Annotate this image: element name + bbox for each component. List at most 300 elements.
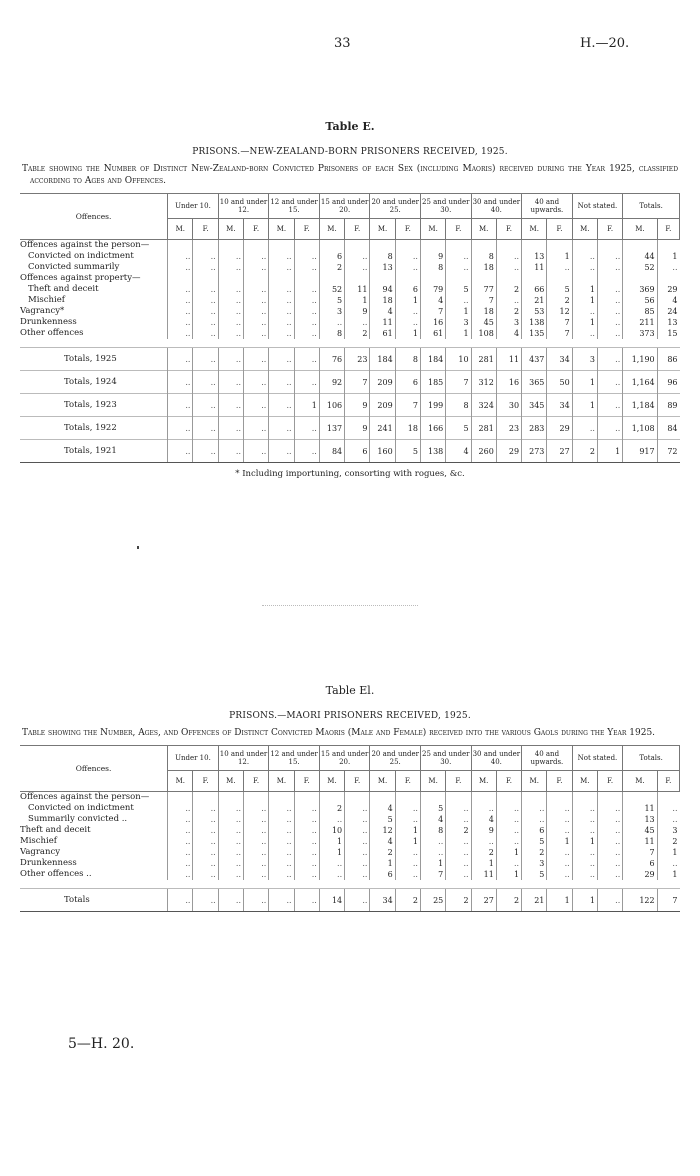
table-cell <box>244 273 269 284</box>
table-cell: 209 <box>370 394 395 417</box>
table-cell: .. <box>319 317 344 328</box>
row-label: Convicted on indictment <box>28 803 134 813</box>
table-cell: 1,190 <box>623 348 657 371</box>
table-cell: 29 <box>623 869 657 880</box>
table-cell: .. <box>496 814 521 825</box>
table-cell: .. <box>244 825 269 836</box>
table-cell: .. <box>597 869 622 880</box>
table-cell: .. <box>244 889 269 912</box>
table-cell: .. <box>168 847 193 858</box>
table-cell: 11 <box>623 836 657 847</box>
table-cell: .. <box>269 306 294 317</box>
table-cell: .. <box>597 847 622 858</box>
table-cell: 7 <box>471 295 496 306</box>
table-cell: .. <box>446 262 471 273</box>
table-cell: .. <box>345 251 370 262</box>
table-cell: 1 <box>572 836 597 847</box>
table-cell: 16 <box>496 371 521 394</box>
table-cell: .. <box>395 858 420 869</box>
table-cell: .. <box>218 440 243 463</box>
table-cell: .. <box>218 847 243 858</box>
male-column-header: M. <box>572 219 597 240</box>
male-column-header: M. <box>168 771 193 792</box>
table-cell: .. <box>269 825 294 836</box>
table-cell: .. <box>244 847 269 858</box>
table-cell: 11 <box>496 348 521 371</box>
table-cell: .. <box>244 869 269 880</box>
age-group-header: 25 and under 30. <box>420 746 471 771</box>
table-cell: 1 <box>420 858 445 869</box>
table-cell: 108 <box>471 328 496 339</box>
male-column-header: M. <box>623 771 657 792</box>
table-cell: 7 <box>420 306 445 317</box>
table-cell: 21 <box>522 295 547 306</box>
table-cell: .. <box>168 803 193 814</box>
table-cell: .. <box>294 836 319 847</box>
table-cell: .. <box>193 825 218 836</box>
table-cell <box>168 240 193 252</box>
table-cell: 1 <box>319 836 344 847</box>
table-cell <box>193 240 218 252</box>
table-cell: .. <box>168 417 193 440</box>
table-cell: 45 <box>471 317 496 328</box>
table-cell <box>471 273 496 284</box>
age-group-header: 25 and under 30. <box>420 194 471 219</box>
row-label: Mischief <box>28 295 65 305</box>
age-group-header: 40 and upwards. <box>522 194 573 219</box>
table-cell: .. <box>218 262 243 273</box>
row-label: Other offences <box>20 328 84 338</box>
stray-mark <box>137 546 139 549</box>
female-column-header: F. <box>597 771 622 792</box>
document-reference: H.—20. <box>580 36 630 51</box>
table-cell <box>218 792 243 804</box>
table-cell: .. <box>319 858 344 869</box>
table-cell: .. <box>572 814 597 825</box>
table-cell: 6 <box>319 251 344 262</box>
table-cell: .. <box>193 262 218 273</box>
table-cell: .. <box>294 858 319 869</box>
table-cell: .. <box>572 328 597 339</box>
table-cell: 2 <box>319 803 344 814</box>
table-cell: 18 <box>471 306 496 317</box>
table-cell: .. <box>218 306 243 317</box>
table-cell: .. <box>294 251 319 262</box>
table-row <box>20 306 680 317</box>
offences-header: Offences. <box>20 746 168 792</box>
table-cell: 85 <box>623 306 657 317</box>
female-column-header: F. <box>193 219 218 240</box>
table-cell <box>319 240 344 252</box>
table-cell <box>420 792 445 804</box>
table-cell <box>269 273 294 284</box>
table-cell: 137 <box>319 417 344 440</box>
table-cell: .. <box>269 284 294 295</box>
table-cell: 53 <box>522 306 547 317</box>
table-cell: .. <box>446 858 471 869</box>
table-cell: 9 <box>345 417 370 440</box>
age-group-header: 15 and under 20. <box>319 746 370 771</box>
row-label: Summarily convicted .. <box>28 814 128 824</box>
table-cell <box>597 792 622 804</box>
table-cell: 18 <box>370 295 395 306</box>
table-cell: 2 <box>496 284 521 295</box>
table-cell: .. <box>168 394 193 417</box>
row-label: Totals, 1921 <box>20 440 168 463</box>
female-column-header: F. <box>345 771 370 792</box>
female-column-header: F. <box>597 219 622 240</box>
table-cell: .. <box>597 328 622 339</box>
table-cell: .. <box>345 825 370 836</box>
table-cell: .. <box>218 889 243 912</box>
table-cell: .. <box>218 371 243 394</box>
table-cell: 94 <box>370 284 395 295</box>
table-row <box>20 792 680 804</box>
table-cell: 3 <box>572 348 597 371</box>
table-cell: .. <box>345 836 370 847</box>
table-cell: .. <box>597 295 622 306</box>
table-cell: .. <box>294 869 319 880</box>
table-cell: .. <box>168 295 193 306</box>
table-cell: .. <box>547 858 572 869</box>
table-cell: 23 <box>345 348 370 371</box>
male-column-header: M. <box>623 219 657 240</box>
table-cell: .. <box>168 440 193 463</box>
table-row <box>20 348 680 371</box>
table-e1 <box>20 745 680 912</box>
table-cell <box>446 240 471 252</box>
table-cell: 209 <box>370 371 395 394</box>
table-cell: 56 <box>623 295 657 306</box>
table-cell: 2 <box>572 440 597 463</box>
table-cell: 1 <box>572 317 597 328</box>
table-cell: .. <box>193 417 218 440</box>
male-column-header: M. <box>218 771 243 792</box>
table-cell <box>218 240 243 252</box>
table-cell <box>395 273 420 284</box>
table-cell: .. <box>597 251 622 262</box>
table-cell: .. <box>244 262 269 273</box>
table-cell: .. <box>395 262 420 273</box>
table-cell <box>446 273 471 284</box>
table-row <box>20 262 680 273</box>
table-cell: 160 <box>370 440 395 463</box>
table-row <box>20 836 680 847</box>
table-e-title: Table E. <box>325 120 375 133</box>
page-header <box>0 36 700 56</box>
table-cell: 18 <box>395 417 420 440</box>
table-cell: 3 <box>496 317 521 328</box>
table-cell: .. <box>496 295 521 306</box>
table-cell: 281 <box>471 417 496 440</box>
table-cell: .. <box>496 836 521 847</box>
table-cell: 14 <box>319 889 344 912</box>
table-cell: .. <box>269 317 294 328</box>
table-cell: 77 <box>471 284 496 295</box>
table-cell: .. <box>193 284 218 295</box>
table-e-subtitle: PRISONS.—NEW-ZEALAND-BORN PRISONERS RECEIVED, 1925. <box>192 147 508 157</box>
age-group-header: 30 and under 40. <box>471 194 522 219</box>
table-cell: 1 <box>395 295 420 306</box>
table-cell <box>269 240 294 252</box>
table-cell <box>522 240 547 252</box>
table-cell: 1,108 <box>623 417 657 440</box>
table-cell: 11 <box>370 317 395 328</box>
table-row <box>20 328 680 339</box>
table-cell: 50 <box>547 371 572 394</box>
table-cell: 29 <box>547 417 572 440</box>
table-cell: .. <box>319 814 344 825</box>
table-cell: 283 <box>522 417 547 440</box>
table-cell <box>597 273 622 284</box>
table-cell: 138 <box>522 317 547 328</box>
male-column-header: M. <box>168 219 193 240</box>
table-cell: .. <box>496 825 521 836</box>
table-cell: .. <box>294 803 319 814</box>
table-cell <box>168 273 193 284</box>
table-cell: .. <box>294 284 319 295</box>
table-cell: .. <box>446 295 471 306</box>
table-cell: 7 <box>395 394 420 417</box>
table-cell: .. <box>193 889 218 912</box>
table-cell: .. <box>244 348 269 371</box>
table-cell: 84 <box>657 417 679 440</box>
table-cell <box>623 792 657 804</box>
table-cell: 7 <box>547 317 572 328</box>
table-cell: .. <box>319 869 344 880</box>
table-cell: 8 <box>446 394 471 417</box>
table-cell: 72 <box>657 440 679 463</box>
table-cell: .. <box>269 348 294 371</box>
table-cell: .. <box>597 348 622 371</box>
table-cell: 11 <box>623 803 657 814</box>
table-cell: .. <box>420 836 445 847</box>
table-cell: .. <box>244 317 269 328</box>
table-cell: .. <box>218 328 243 339</box>
female-column-header: F. <box>193 771 218 792</box>
table-cell: .. <box>395 814 420 825</box>
table-cell: .. <box>446 803 471 814</box>
table-cell: .. <box>244 440 269 463</box>
table-cell: .. <box>193 803 218 814</box>
row-label: Drunkenness <box>20 317 77 327</box>
row-label: Offences against property— <box>20 273 141 283</box>
table-cell: .. <box>244 814 269 825</box>
table-cell: .. <box>446 836 471 847</box>
table-cell: .. <box>597 836 622 847</box>
table-cell: 44 <box>623 251 657 262</box>
table-cell <box>471 240 496 252</box>
table-cell: 5 <box>395 440 420 463</box>
table-cell: 138 <box>420 440 445 463</box>
table-cell: 89 <box>657 394 679 417</box>
table-cell <box>294 792 319 804</box>
table-cell: .. <box>345 814 370 825</box>
row-label: Totals, 1923 <box>20 394 168 417</box>
table-cell: .. <box>572 803 597 814</box>
table-cell <box>294 273 319 284</box>
table-cell: 211 <box>623 317 657 328</box>
table-cell: 273 <box>522 440 547 463</box>
row-label: Convicted summarily <box>28 262 120 272</box>
table-cell: .. <box>168 858 193 869</box>
table-cell: .. <box>244 836 269 847</box>
table-cell: 1 <box>572 284 597 295</box>
table-cell: 7 <box>547 328 572 339</box>
table-cell: .. <box>395 317 420 328</box>
table-cell: 5 <box>446 417 471 440</box>
table-cell: .. <box>420 847 445 858</box>
table-cell: 1 <box>547 251 572 262</box>
table-cell: 6 <box>370 869 395 880</box>
table-cell: 2 <box>471 847 496 858</box>
table-cell: .. <box>471 803 496 814</box>
table-cell: .. <box>345 262 370 273</box>
table-cell: .. <box>496 251 521 262</box>
table-e1-caption: Table showing the Number, Ages, and Offences of Distinct Convicted Maoris (Male and Female) received into the various Gaols during the Year 1925. <box>22 728 656 738</box>
table-cell: .. <box>193 251 218 262</box>
table-cell: 1 <box>572 394 597 417</box>
table-cell <box>572 792 597 804</box>
table-cell: 9 <box>420 251 445 262</box>
table-cell: 34 <box>547 394 572 417</box>
table-row <box>20 440 680 463</box>
table-cell: 1 <box>319 847 344 858</box>
table-cell: .. <box>244 417 269 440</box>
table-cell: .. <box>395 803 420 814</box>
table-cell: 8 <box>420 825 445 836</box>
table-cell: 7 <box>345 371 370 394</box>
table-cell: .. <box>597 284 622 295</box>
table-cell: .. <box>168 284 193 295</box>
offences-header: Offences. <box>20 194 168 240</box>
table-cell: 1 <box>446 306 471 317</box>
table-cell <box>370 792 395 804</box>
age-group-header: Totals. <box>623 746 680 771</box>
row-label: Totals, 1925 <box>20 348 168 371</box>
table-cell: .. <box>572 306 597 317</box>
table-cell: 16 <box>420 317 445 328</box>
table-cell: .. <box>218 858 243 869</box>
table-cell: 5 <box>370 814 395 825</box>
table-cell: .. <box>395 869 420 880</box>
table-cell: .. <box>218 814 243 825</box>
table-cell: 4 <box>420 814 445 825</box>
table-cell: 373 <box>623 328 657 339</box>
row-label: Drunkenness <box>20 858 77 868</box>
table-cell: .. <box>269 262 294 273</box>
table-cell: .. <box>522 814 547 825</box>
table-cell: 24 <box>657 306 679 317</box>
table-cell: 2 <box>547 295 572 306</box>
table-cell: .. <box>269 251 294 262</box>
table-cell <box>547 240 572 252</box>
table-cell: .. <box>244 295 269 306</box>
table-cell: .. <box>218 394 243 417</box>
table-cell: 1,164 <box>623 371 657 394</box>
table-cell: .. <box>496 803 521 814</box>
table-cell: 7 <box>623 847 657 858</box>
table-cell <box>193 792 218 804</box>
table-cell: .. <box>657 803 679 814</box>
table-cell: .. <box>269 394 294 417</box>
table-row <box>20 803 680 814</box>
table-cell: .. <box>218 803 243 814</box>
table-cell: .. <box>168 889 193 912</box>
table-cell <box>623 273 657 284</box>
table-cell <box>218 273 243 284</box>
table-row <box>20 240 680 252</box>
table-cell: 79 <box>420 284 445 295</box>
table-cell: .. <box>218 417 243 440</box>
table-row <box>20 394 680 417</box>
table-cell: .. <box>168 328 193 339</box>
female-column-header: F. <box>446 219 471 240</box>
male-column-header: M. <box>522 771 547 792</box>
table-cell: .. <box>395 847 420 858</box>
table-cell: .. <box>446 869 471 880</box>
table-cell: .. <box>294 814 319 825</box>
table-cell <box>370 240 395 252</box>
table-cell: 86 <box>657 348 679 371</box>
table-cell <box>547 792 572 804</box>
table-cell: .. <box>168 262 193 273</box>
table-cell: 8 <box>319 328 344 339</box>
table-cell: 6 <box>345 440 370 463</box>
table-cell: 345 <box>522 394 547 417</box>
table-cell <box>269 792 294 804</box>
row-label: Convicted on indictment <box>28 251 134 261</box>
table-cell: 1 <box>446 328 471 339</box>
table-cell: .. <box>657 814 679 825</box>
male-column-header: M. <box>471 219 496 240</box>
table-cell <box>572 273 597 284</box>
table-cell: .. <box>597 803 622 814</box>
table-cell: .. <box>244 371 269 394</box>
table-cell: 11 <box>345 284 370 295</box>
female-column-header: F. <box>294 219 319 240</box>
table-cell: .. <box>218 284 243 295</box>
table-cell: .. <box>244 328 269 339</box>
row-label: Theft and deceit <box>28 284 99 294</box>
table-cell: .. <box>547 262 572 273</box>
table-cell: .. <box>168 869 193 880</box>
table-cell: .. <box>572 825 597 836</box>
table-cell <box>395 240 420 252</box>
table-cell: .. <box>294 889 319 912</box>
table-cell: 1 <box>657 847 679 858</box>
table-cell: 4 <box>370 306 395 317</box>
table-cell: .. <box>244 251 269 262</box>
male-column-header: M. <box>370 771 395 792</box>
table-cell: 281 <box>471 348 496 371</box>
female-column-header: F. <box>244 219 269 240</box>
table-cell <box>471 792 496 804</box>
table-cell: .. <box>193 440 218 463</box>
table-cell: .. <box>547 847 572 858</box>
table-cell: 185 <box>420 371 445 394</box>
table-cell: 2 <box>522 847 547 858</box>
table-cell <box>244 240 269 252</box>
female-column-header: F. <box>496 219 521 240</box>
table-cell: .. <box>244 803 269 814</box>
table-row <box>20 284 680 295</box>
table-cell: 12 <box>370 825 395 836</box>
table-cell: 96 <box>657 371 679 394</box>
table-cell: 92 <box>319 371 344 394</box>
table-cell: .. <box>193 858 218 869</box>
table-cell: 25 <box>420 889 445 912</box>
